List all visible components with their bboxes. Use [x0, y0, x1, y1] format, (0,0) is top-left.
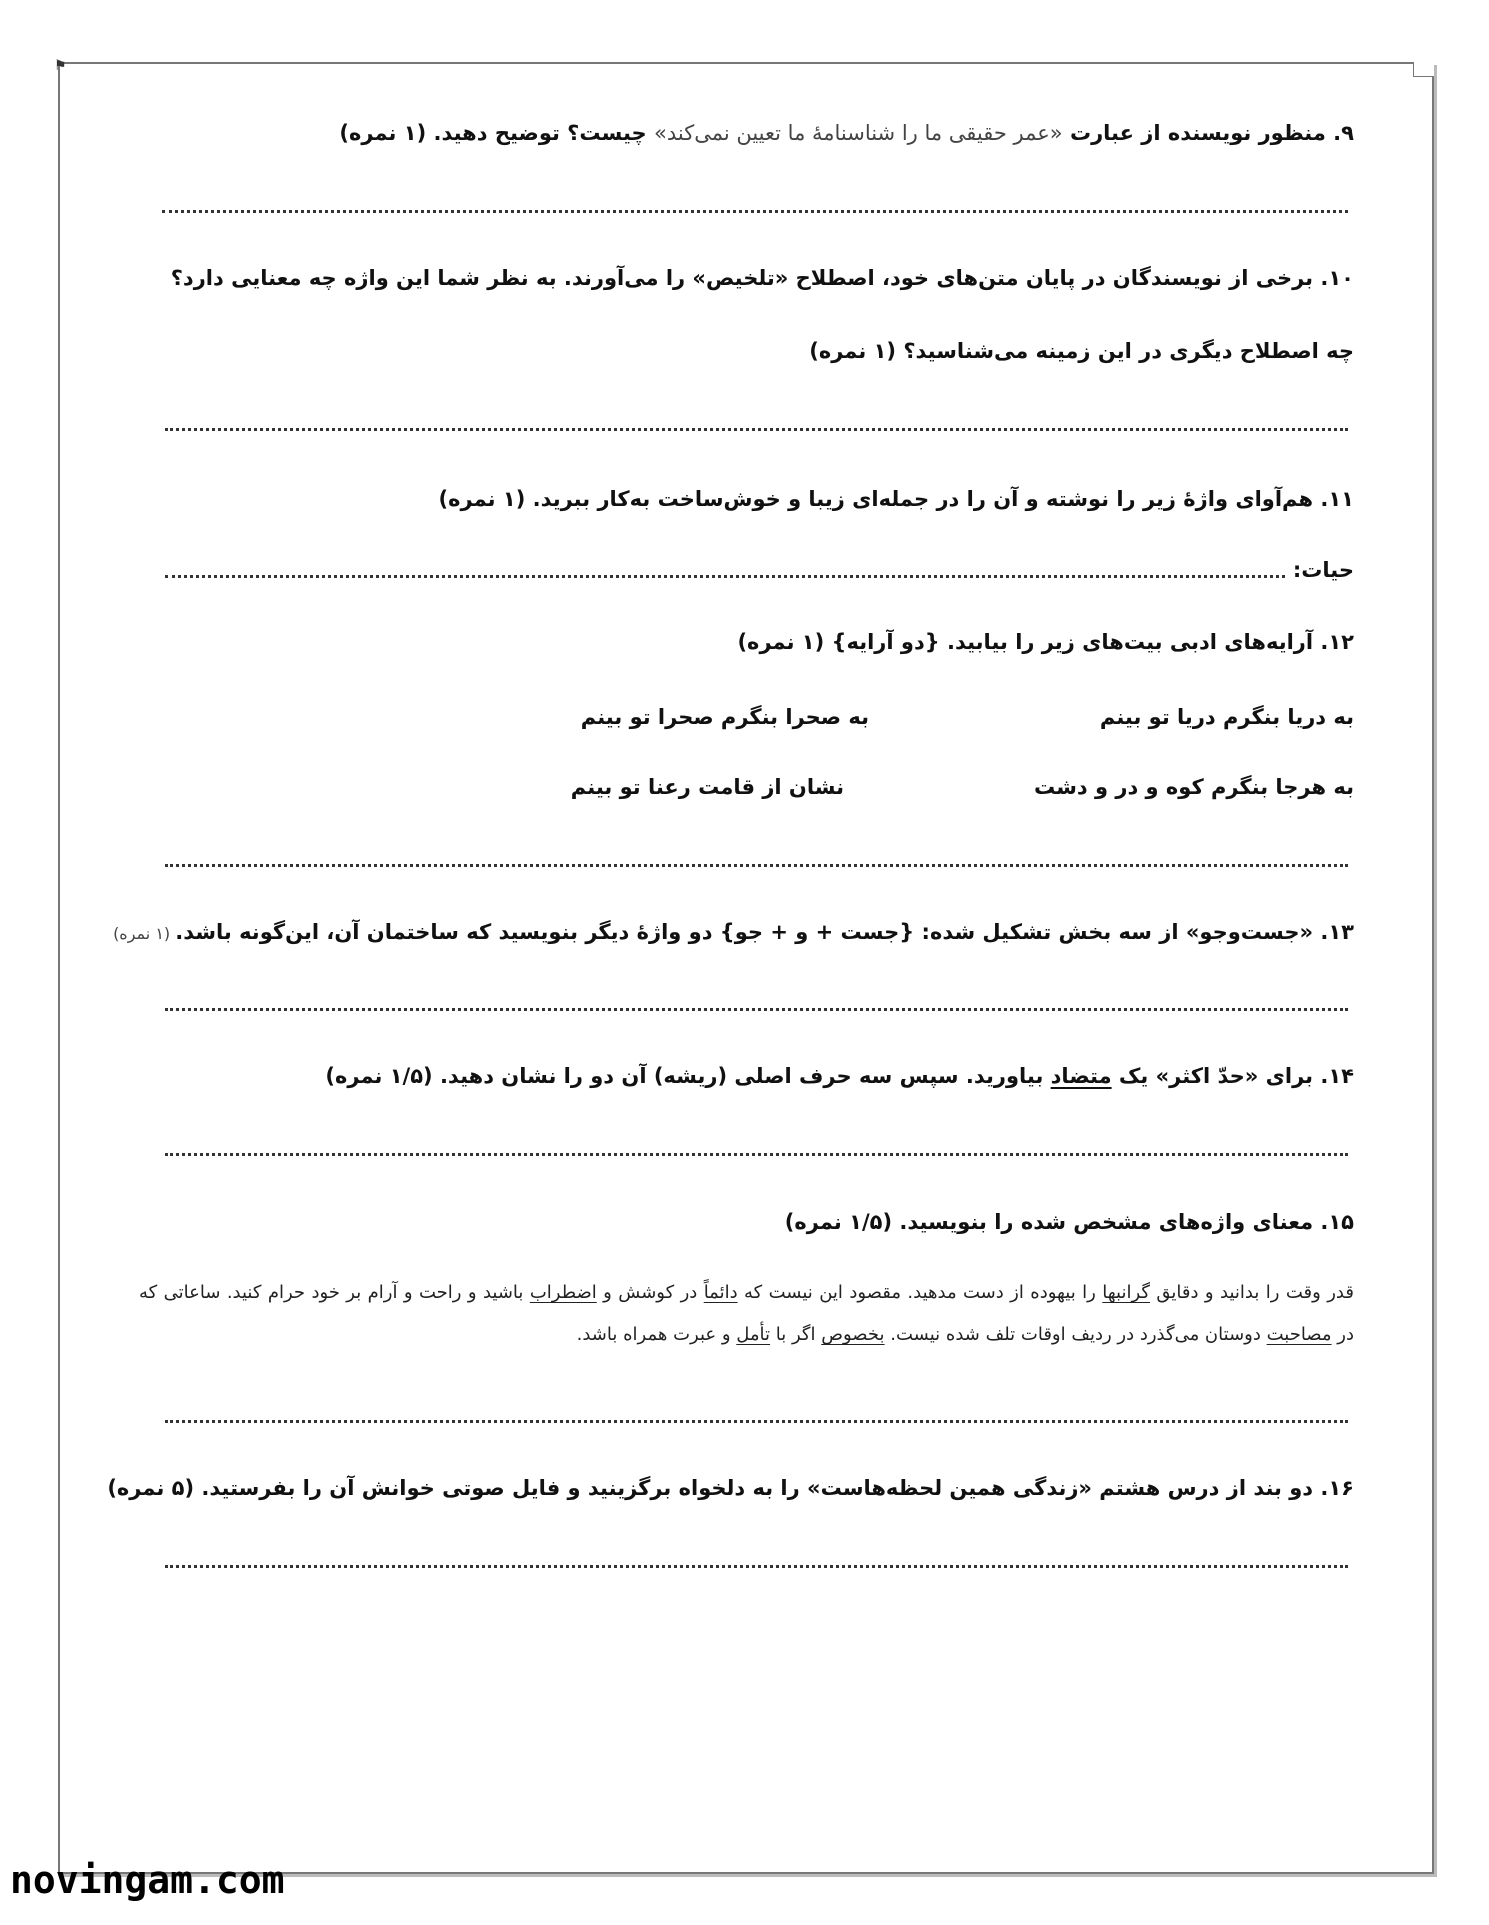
passage-text: دوستان می‌گذرد در ردیف اوقات تلف شده نیست. [884, 1324, 1267, 1345]
question-11-word: حیات: [1292, 558, 1354, 582]
passage-underlined-word: اضطراب [529, 1282, 597, 1303]
site-watermark: novingam.com [10, 1858, 285, 1902]
question-9-quote: «عمر حقیقی ما را شناسنامهٔ ما تعیین نمی‌کند» [653, 121, 1063, 145]
question-9-suffix: چیست؟ توضیح دهید. (۱ نمره) [339, 121, 654, 145]
question-9-prefix: ۹. منظور نویسنده از عبارت [1062, 121, 1354, 145]
passage-underlined-word: گرانبها [1102, 1282, 1150, 1303]
question-12: ۱۲. آرایه‌های ادبی بیت‌های زیر را بیابید. {دو آرایه} (۱ نمره) [737, 630, 1354, 654]
question-10-line-1: ۱۰. برخی از نویسندگان در پایان متن‌های خود، اصطلاح «تلخیص» را می‌آورند. به نظر شما این واژه چه معنایی دارد؟ [170, 266, 1354, 290]
passage-underlined-word: مصاحبت [1266, 1324, 1332, 1345]
question-14-after: بیاورید. سپس سه حرف اصلی (ریشه) آن دو را نشان دهید. (۱/۵ نمره) [325, 1064, 1051, 1088]
question-9 [339, 118, 1354, 148]
answer-line-15[interactable] [165, 1420, 1348, 1423]
answer-line-16[interactable] [165, 1565, 1348, 1568]
passage-text: را بیهوده از دست مدهید. مقصود این نیست که [737, 1282, 1103, 1303]
answer-line-14[interactable] [165, 1153, 1348, 1156]
question-14-underlined: متضاد [1050, 1064, 1112, 1088]
question-15-passage [139, 1272, 1354, 1356]
question-11: ۱۱. هم‌آوای واژهٔ زیر را نوشته و آن را در جمله‌ای زیبا و خوش‌ساخت به‌کار ببرید. (۱ نمره) [438, 487, 1354, 511]
verse-2-right: به هرجا بنگرم کوه و در و دشت [1034, 775, 1354, 799]
passage-text: در کوشش و [596, 1282, 704, 1303]
answer-line-12[interactable] [165, 864, 1348, 867]
page-fold-corner [1413, 62, 1434, 77]
question-14 [325, 1061, 1354, 1091]
question-14-before: ۱۴. برای «حدّ اکثر» یک [1111, 1064, 1354, 1088]
answer-line-10[interactable] [165, 428, 1348, 431]
verse-2-left: نشان از قامت رعنا تو بینم [570, 775, 844, 799]
question-13-text: ۱۳. «جست‌وجو» از سه بخش تشکیل شده: {جست + و + جو} دو واژهٔ دیگر بنویسید که ساختمان آن، این‌گونه باشد. [175, 920, 1354, 944]
passage-underlined-word: دائماً [703, 1282, 738, 1303]
passage-text: اگر با [770, 1324, 822, 1345]
question-16: ۱۶. دو بند از درس هشتم «زندگی همین لحظه‌هاست» را به دلخواه برگزینید و فایل صوتی خوانش آن را بفرستید. (۵ نمره) [107, 1476, 1354, 1500]
passage-text: باشید و راحت و آرام بر خود حرام کنید. ساعاتی که در [139, 1282, 1354, 1345]
question-13 [113, 917, 1354, 949]
passage-text: قدر وقت را بدانید و دقایق [1149, 1282, 1354, 1303]
passage-underlined-word: بخصوص [821, 1324, 885, 1345]
question-13-score: (۱ نمره) [113, 924, 176, 943]
pin-icon: ⚑ [54, 58, 67, 74]
answer-line-13[interactable] [165, 1008, 1348, 1011]
worksheet-page [54, 58, 1434, 1874]
verse-1-right: به دریا بنگرم دریا تو بینم [1099, 705, 1354, 729]
answer-line-11[interactable] [165, 575, 1285, 578]
verse-1-left: به صحرا بنگرم صحرا تو بینم [580, 705, 869, 729]
passage-text: و عبرت همراه باشد. [576, 1324, 737, 1345]
answer-line-9[interactable] [162, 210, 1348, 213]
question-10-line-2: چه اصطلاح دیگری در این زمینه می‌شناسید؟ (۱ نمره) [809, 339, 1354, 363]
passage-underlined-word: تأمل [736, 1324, 771, 1345]
question-15: ۱۵. معنای واژه‌های مشخص شده را بنویسید. (۱/۵ نمره) [784, 1210, 1354, 1234]
